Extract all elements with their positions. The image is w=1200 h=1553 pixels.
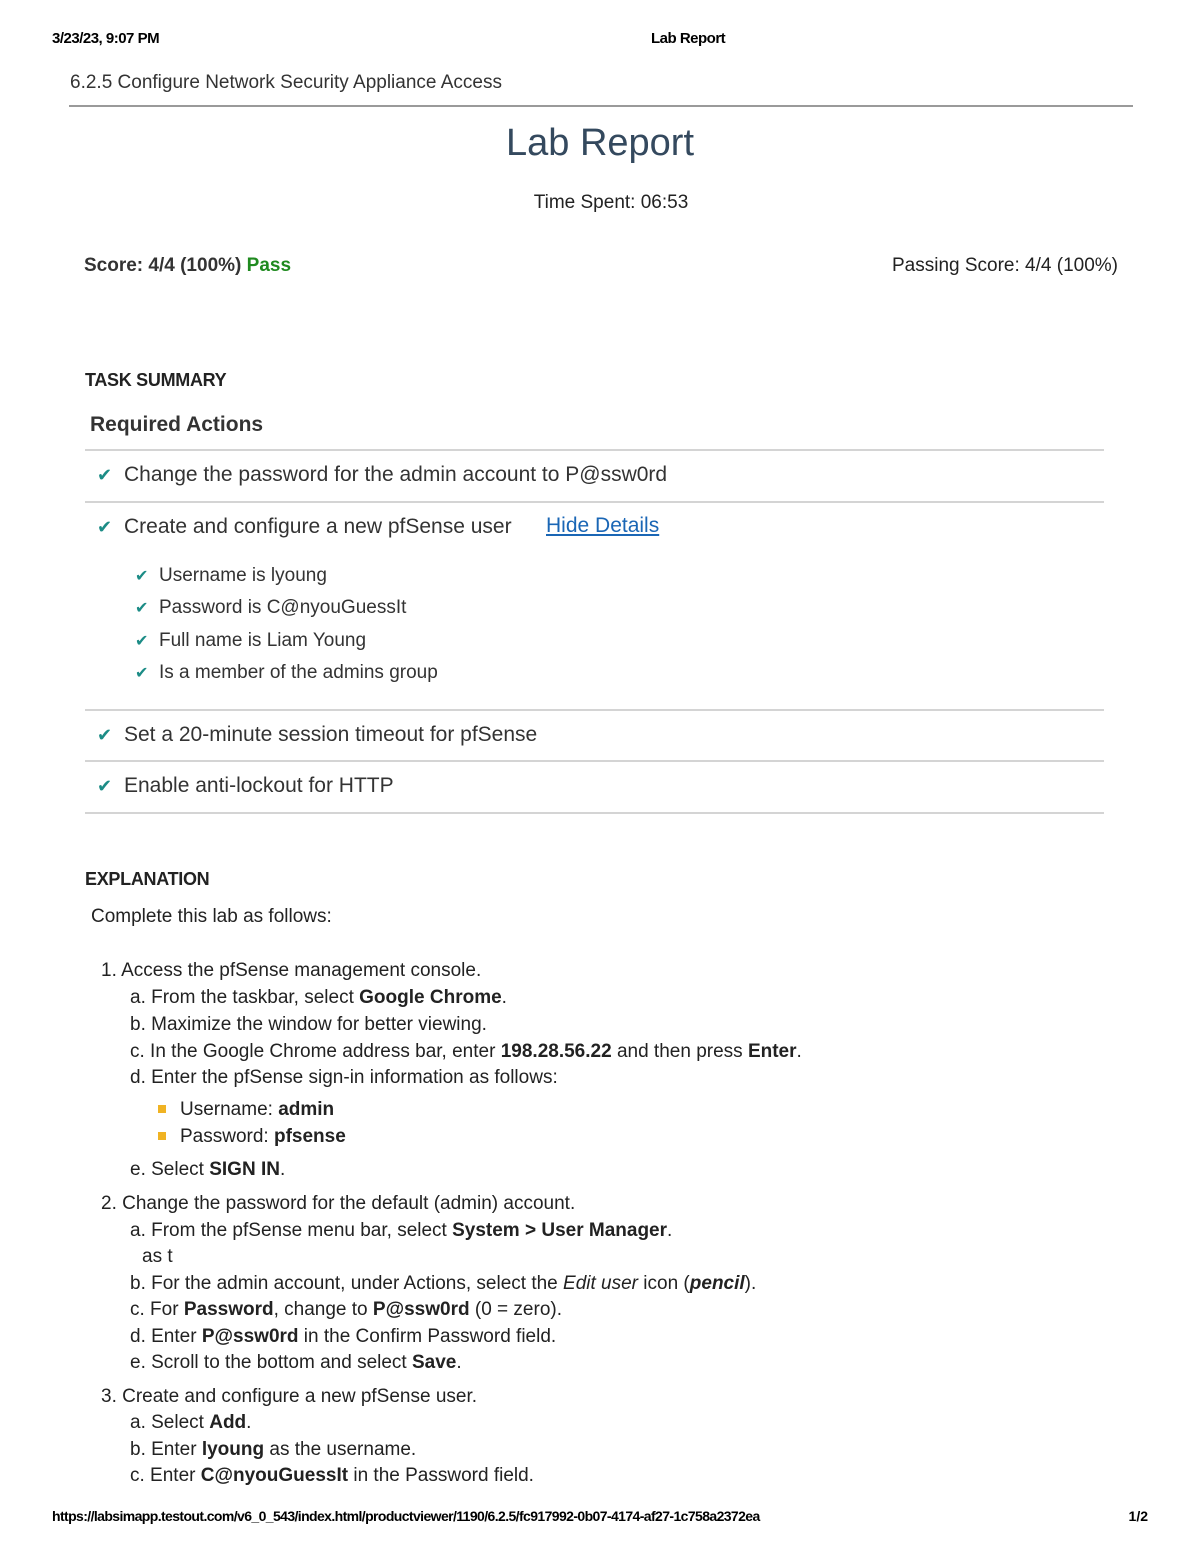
check-icon: ✔	[135, 633, 149, 650]
detail-item	[135, 662, 438, 684]
task-item	[97, 515, 512, 539]
step-3: 3. Create and configure a new pfSense user.	[101, 1386, 478, 1407]
task-item	[97, 774, 394, 798]
step-1e: e. Select SIGN IN.	[130, 1159, 286, 1180]
check-icon: ✔	[135, 600, 149, 617]
explanation-heading: EXPLANATION	[85, 869, 210, 889]
check-icon: ✔	[97, 775, 113, 796]
step-1c: c. In the Google Chrome address bar, enter 198.28.56.22 and then press Enter.	[130, 1041, 802, 1062]
task-text: Change the password for the admin account to P@ssw0rd	[124, 463, 668, 486]
task-text: Create and configure a new pfSense user	[124, 515, 512, 538]
detail-text: Username is lyoung	[159, 565, 327, 586]
header-divider	[69, 105, 1133, 107]
step-1b: b. Maximize the window for better viewing.	[130, 1014, 487, 1035]
step-2c: c. For Password, change to P@ssw0rd (0 = zero).	[130, 1299, 562, 1320]
score	[84, 255, 291, 277]
step-2a: a. From the pfSense menu bar, select System > User Manager.	[130, 1220, 673, 1241]
bullet-icon	[158, 1105, 166, 1113]
explanation-intro: Complete this lab as follows:	[91, 906, 332, 927]
bullet-icon	[158, 1132, 166, 1140]
step-3b: b. Enter lyoung as the username.	[130, 1439, 417, 1460]
divider	[85, 760, 1104, 762]
step-3c: c. Enter C@nyouGuessIt in the Password field.	[130, 1465, 534, 1486]
detail-item	[135, 565, 327, 587]
task-text: Set a 20-minute session timeout for pfSense	[124, 723, 538, 746]
check-icon: ✔	[97, 464, 113, 485]
hide-details-link[interactable]: Hide Details	[546, 514, 660, 537]
task-item	[97, 723, 537, 747]
check-icon: ✔	[135, 665, 149, 682]
task-item	[97, 463, 667, 487]
required-actions-title: Required Actions	[90, 413, 264, 436]
step-2d: d. Enter P@ssw0rd in the Confirm Password field.	[130, 1326, 557, 1347]
task-summary-heading: TASK SUMMARY	[85, 370, 227, 390]
print-datetime: 3/23/23, 9:07 PM	[52, 30, 160, 47]
step-1: 1. Access the pfSense management console.	[101, 960, 482, 981]
breadcrumb: 6.2.5 Configure Network Security Appliance Access	[70, 72, 502, 93]
step-2b: b. For the admin account, under Actions, select the Edit user icon (pencil).	[130, 1273, 757, 1294]
detail-item	[135, 597, 406, 619]
detail-text: Password is C@nyouGuessIt	[159, 597, 407, 618]
print-page-number: 1/2	[1128, 1508, 1148, 1524]
score-label: Score: 4/4 (100%)	[84, 255, 242, 276]
check-icon: ✔	[135, 568, 149, 585]
divider	[85, 501, 1104, 503]
divider	[85, 449, 1104, 451]
step-2e: e. Scroll to the bottom and select Save.	[130, 1352, 462, 1373]
print-doc-title: Lab Report	[651, 30, 726, 47]
divider	[85, 812, 1104, 814]
page-title: Lab Report	[505, 122, 694, 164]
status-badge: Pass	[246, 255, 292, 276]
step-2a-extra: as t	[142, 1246, 173, 1267]
step-2: 2. Change the password for the default (admin) account.	[101, 1193, 576, 1214]
detail-text: Full name is Liam Young	[159, 630, 367, 651]
bullet-item: Username: admin	[158, 1099, 334, 1121]
bullet-item: Password: pfsense	[158, 1126, 346, 1148]
divider	[85, 709, 1104, 711]
time-spent: Time Spent: 06:53	[533, 192, 689, 213]
step-1a: a. From the taskbar, select Google Chrome.	[130, 987, 507, 1008]
passing-score: Passing Score: 4/4 (100%)	[891, 255, 1118, 276]
check-icon: ✔	[97, 516, 113, 537]
step-3a: a. Select Add.	[130, 1412, 252, 1433]
check-icon: ✔	[97, 724, 113, 745]
task-text: Enable anti-lockout for HTTP	[124, 774, 394, 797]
step-1d: d. Enter the pfSense sign-in information as follows:	[130, 1067, 558, 1088]
print-footer-url: https://labsimapp.testout.com/v6_0_543/index.html/productviewer/1190/6.2.5/fc917992-0b07-4174-af27-1c758a2372ea	[52, 1508, 760, 1524]
detail-text: Is a member of the admins group	[159, 662, 438, 683]
detail-item	[135, 630, 366, 652]
